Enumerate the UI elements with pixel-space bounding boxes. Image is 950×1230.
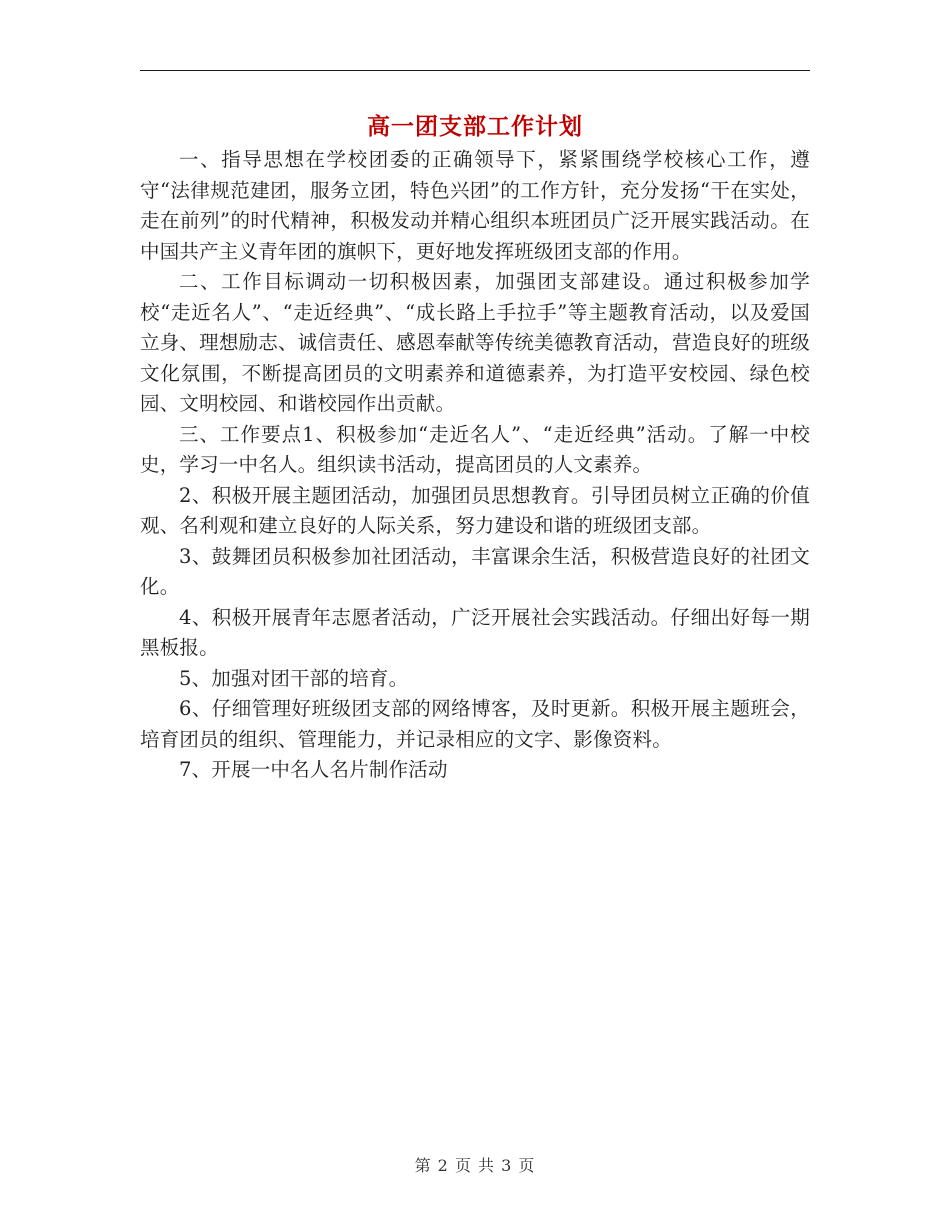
paragraph-item-4: 4、积极开展青年志愿者活动，广泛开展社会实践活动。仔细出好每一期黑板报。 <box>140 605 810 659</box>
paragraph-work-goals: 二、工作目标调动一切积极因素，加强团支部建设。通过积极参加学校“走近名人”、“走近经典”、“成长路上手拉手”等主题教育活动，以及爱国立身、理想励志、诚信责任、感恩奉献等传统美德教育活动，营造良好的班级文化氛围，不断提高团员的文明素养和道德素养，为打造平安校园、绿色校园、文明校园、和谐校园作出贡献。 <box>140 270 810 415</box>
paragraph-guiding-ideology: 一、指导思想在学校团委的正确领导下，紧紧围绕学校核心工作，遵守“法律规范建团，服务立团，特色兴团”的工作方针，充分发扬“干在实处，走在前列”的时代精神，积极发动并精心组织本班团员广泛开展实践活动。在中国共产主义青年团的旗帜下，更好地发挥班级团支部的作用。 <box>140 148 810 263</box>
paragraph-item-6: 6、仔细管理好班级团支部的网络博客，及时更新。积极开展主题班会，培育团员的组织、管理能力，并记录相应的文字、影像资料。 <box>140 697 810 751</box>
document-body <box>140 145 810 786</box>
paragraph-item-2: 2、积极开展主题团活动，加强团员思想教育。引导团员树立正确的价值观、名利观和建立良好的人际关系，努力建设和谐的班级团支部。 <box>140 483 810 537</box>
paragraph-item-5: 5、加强对团干部的培育。 <box>179 666 409 690</box>
paragraph-item-3: 3、鼓舞团员积极参加社团活动，丰富课余生活，积极营造良好的社团文化。 <box>140 544 810 598</box>
document-title: 高一团支部工作计划 <box>367 113 583 140</box>
paragraph-work-points: 三、工作要点1、积极参加“走近名人”、“走近经典”活动。了解一中校史，学习一中名人。组织读书活动，提高团员的人文素养。 <box>140 422 810 476</box>
header-rule <box>140 70 810 71</box>
paragraph-item-7: 7、开展一中名人名片制作活动 <box>179 758 448 781</box>
page-number-footer: 第 2 页 共 3 页 <box>414 1156 536 1175</box>
